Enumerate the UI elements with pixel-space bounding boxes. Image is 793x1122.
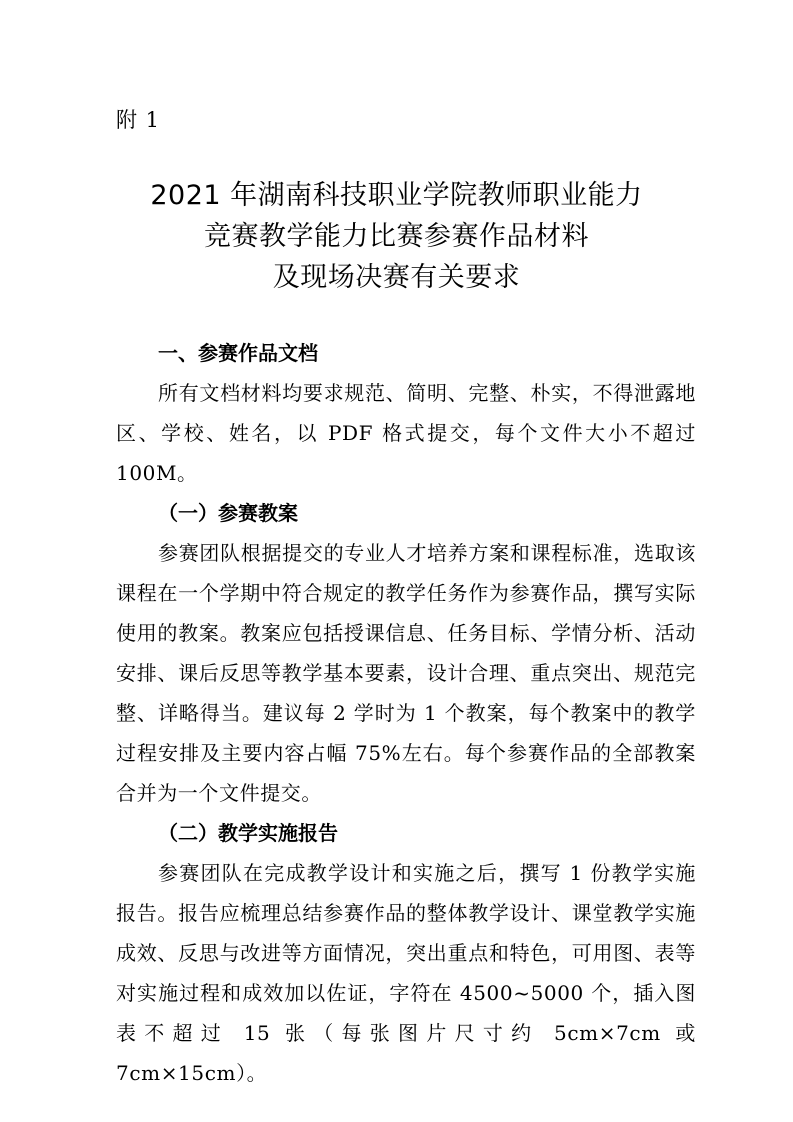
document-title [0,175,793,298]
title-line-3: 及现场决赛有关要求 [272,262,521,293]
teaching-report-paragraph: 参赛团队在完成教学设计和实施之后，撰写 1 份教学实施报告。报告应梳理总结参赛作品的整体教学设计、课堂教学实施成效、反思与改进等方面情况，突出重点和特色，可用图、表等对实施过程和成效加以佐证，字符在 4500~5000 个，插入图表不超过 15 张（每张图片尺寸约 5cm×7cm 或 7cm×15cm）。 [116,861,696,1085]
attachment-label: 附 1 [116,108,161,132]
section-heading: 一、参赛作品文档 [158,341,318,365]
subsection-heading-lesson-plan: （一）参赛教案 [158,501,298,525]
title-line-1: 2021 年湖南科技职业学院教师职业能力 [150,180,643,211]
document-body [116,333,696,1093]
title-line-2: 竞赛教学能力比赛参赛作品材料 [204,221,589,252]
subsection-heading-teaching-report: （二）教学实施报告 [158,821,338,845]
lesson-plan-paragraph: 参赛团队根据提交的专业人才培养方案和课程标准，选取该课程在一个学期中符合规定的教学任务作为参赛作品，撰写实际使用的教案。教案应包括授课信息、任务目标、学情分析、活动安排、课后反思等教学基本要素，设计合理、重点突出、规范完整、详略得当。建议每 2 学时为 1 个教案，每个教案中的教学过程安排及主要内容占幅 75%左右。每个参赛作品的全部教案合并为一个文件提交。 [116,541,696,805]
section-paragraph: 所有文档材料均要求规范、简明、完整、朴实，不得泄露地区、学校、姓名，以 PDF 格式提交，每个文件大小不超过 100M。 [116,381,696,485]
